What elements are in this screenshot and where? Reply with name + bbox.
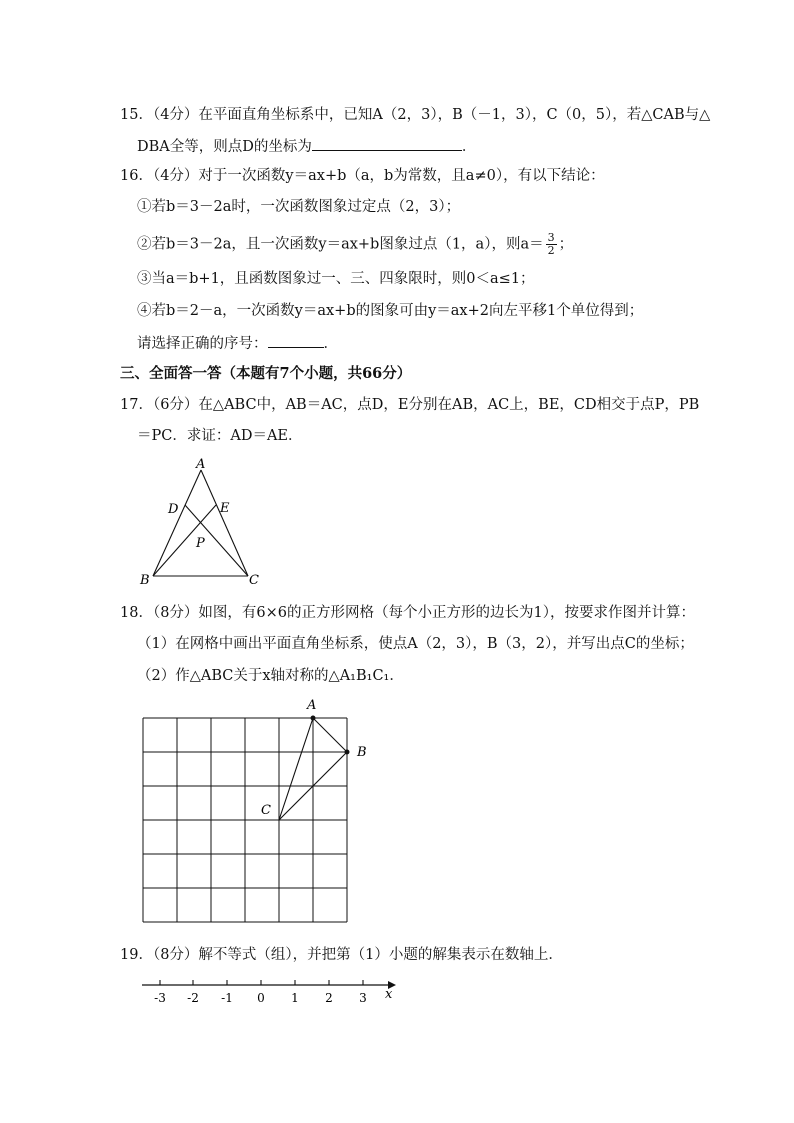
tick-label: 1 <box>291 991 299 1005</box>
tick-label: -1 <box>221 991 233 1005</box>
q16-choose <box>137 332 338 354</box>
q16-item2-end: ； <box>558 236 574 253</box>
q18-grid-figure <box>135 695 375 935</box>
grid-lines <box>143 718 347 922</box>
axis-label-x: x <box>385 987 393 1002</box>
q18-part1: （1）在网格中画出平面直角坐标系，使点A（2，3），B（3，2），并写出点C的坐标； <box>137 636 694 652</box>
fraction-denominator: 2 <box>547 244 555 257</box>
q16-item2-text: ②若b＝3－2a，且一次函数y＝ax+b图象过点（1，a），则a＝ <box>137 236 544 253</box>
side-ab <box>153 470 201 576</box>
section3-title: 三、全面答一答（本题有7个小题，共66分） <box>120 365 412 382</box>
q16-item2-fraction <box>546 232 557 257</box>
q15-line2 <box>137 135 476 157</box>
q15-answer-blank[interactable] <box>312 135 462 151</box>
point-b <box>345 750 350 755</box>
triangle-side-ac <box>279 718 313 820</box>
q15-line1: 15．（4分）在平面直角坐标系中，已知A（2，3），B（－1，3），C（0，5），若△CAB与△ <box>120 107 711 123</box>
q18-line1: 18．（8分）如图，有6×6的正方形网格（每个小正方形的边长为1），按要求作图并计算： <box>120 605 695 621</box>
q16-choose-text: 请选择正确的序号： <box>137 336 268 352</box>
label-a: A <box>307 698 317 713</box>
label-b: B <box>357 745 367 760</box>
label-b: B <box>140 573 150 588</box>
q18-part2: （2）作△ABC关于x轴对称的△A₁B₁C₁． <box>137 668 404 684</box>
label-d: D <box>168 502 179 517</box>
tick-label: 0 <box>257 991 265 1005</box>
tick-label: -3 <box>154 991 166 1005</box>
q16-stem: 16．（4分）对于一次函数y＝ax+b（a，b为常数，且a≠0），有以下结论： <box>120 168 605 184</box>
q17-line2: ＝PC．求证：AD＝AE． <box>137 428 303 444</box>
label-e: E <box>220 501 230 516</box>
tick-label: 2 <box>325 991 333 1005</box>
label-c: C <box>249 573 259 588</box>
triangle-side-ab <box>313 718 347 752</box>
side-ac <box>201 470 248 576</box>
q16-item3: ③当a＝b+1，且函数图象过一、三、四象限时，则0＜a≤1； <box>137 271 535 287</box>
q15-line2-text: DBA全等，则点D的坐标为 <box>137 139 312 155</box>
fraction-numerator: 3 <box>547 231 555 244</box>
q16-choose-end: ． <box>323 336 338 352</box>
label-p: P <box>196 536 205 551</box>
tick-label: 3 <box>359 991 367 1005</box>
q19-line1: 19．（8分）解不等式（组），并把第（1）小题的解集表示在数轴上． <box>120 947 563 963</box>
point-a <box>311 716 316 721</box>
q17-triangle-figure <box>135 455 265 590</box>
label-c: C <box>261 803 271 818</box>
segment-be <box>153 505 216 576</box>
q17-line1: 17．（6分）在△ABC中，AB＝AC，点D，E分别在AB，AC上，BE，CD相交于点P，PB <box>120 397 700 413</box>
q16-item2 <box>137 232 573 257</box>
tick-label: -2 <box>187 991 199 1005</box>
q16-item1: ①若b＝3－2a时，一次函数图象过定点（2，3）； <box>137 199 461 215</box>
label-a: A <box>196 457 206 472</box>
q15-line2-end: ． <box>461 139 477 155</box>
segment-cd <box>185 505 248 576</box>
q16-answer-blank[interactable] <box>268 332 324 348</box>
number-line <box>135 975 405 1007</box>
q16-item4: ④若b＝2－a，一次函数y＝ax+b的图象可由y＝ax+2向左平移1个单位得到； <box>137 303 644 319</box>
